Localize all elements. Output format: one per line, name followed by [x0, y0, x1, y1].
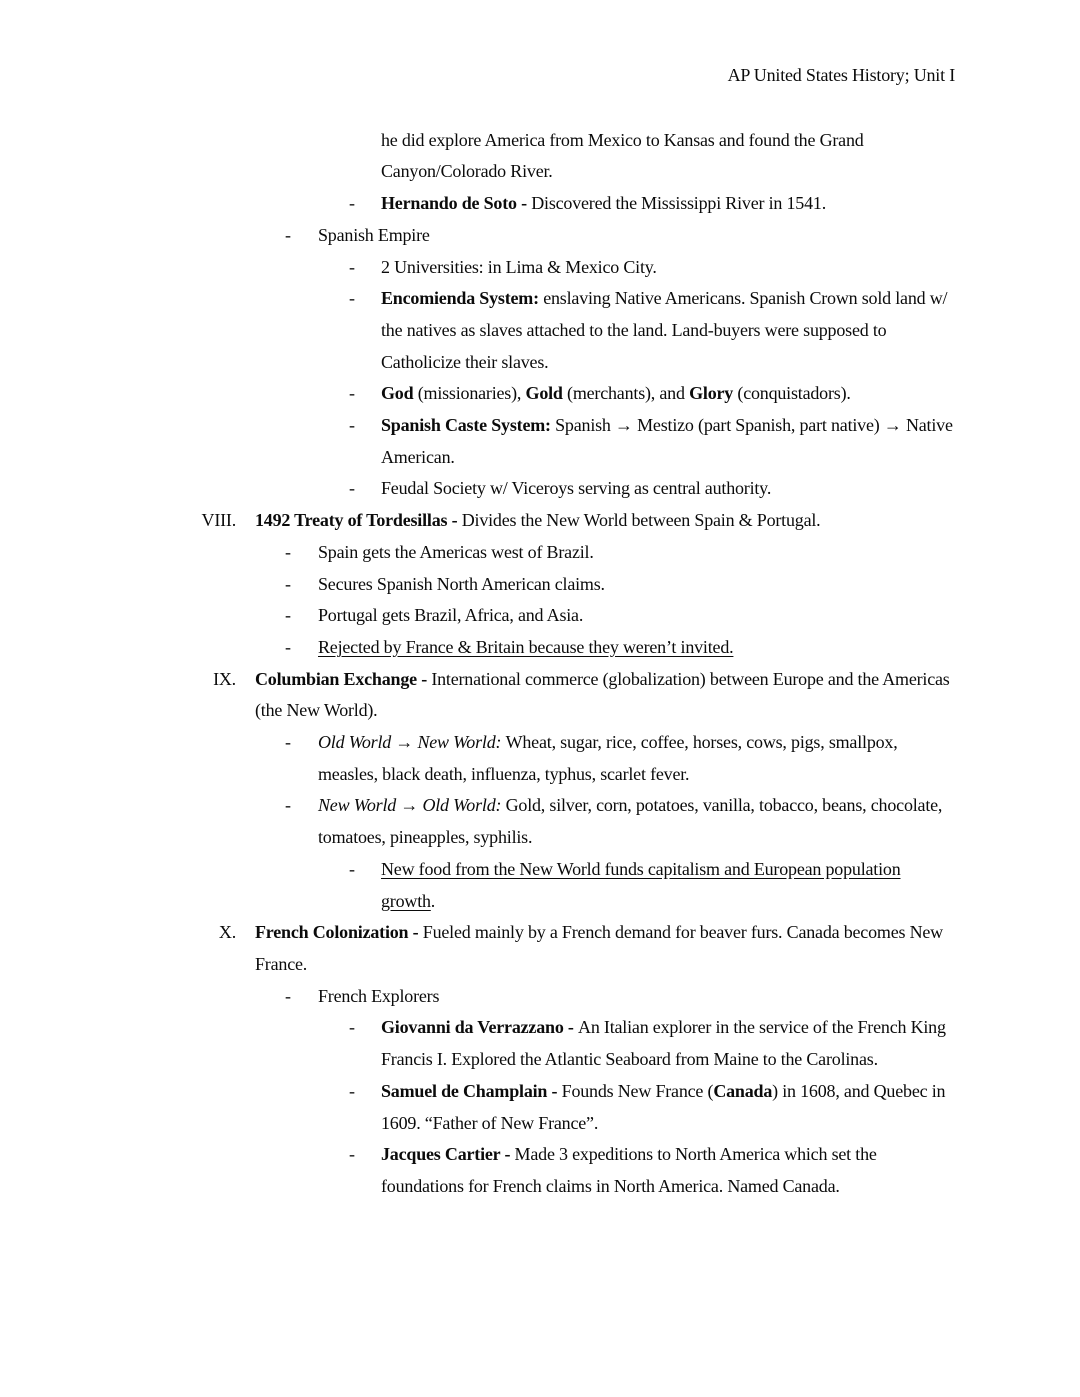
list-item-text	[381, 283, 955, 378]
text-segment: Made 3 expeditions to North America which set the foundations for French claims in North America. Named Canada.	[381, 1144, 877, 1196]
bullet-dash: -	[349, 1017, 355, 1038]
list-item	[0, 125, 1080, 188]
bullet-dash: -	[349, 383, 355, 404]
list-item-text	[381, 252, 955, 284]
text-segment: Divides the New World between Spain & Portugal.	[461, 510, 821, 531]
text-segment: Spanish Caste System:	[381, 415, 556, 436]
document-body	[0, 125, 1080, 1203]
list-item-text	[381, 1012, 955, 1075]
text-segment: God	[381, 383, 414, 404]
list-item-text	[318, 569, 955, 601]
text-segment: Spanish → Mestizo (part Spanish, part native) → Native American.	[381, 415, 953, 467]
bullet-dash: -	[285, 605, 291, 626]
list-item	[0, 727, 1080, 790]
text-segment: ) in 1608, and Quebec in 1609. “Father of New France”.	[381, 1080, 946, 1133]
text-segment: New food from the New World funds capitalism and European population growth	[381, 858, 901, 911]
list-item-text	[255, 505, 955, 537]
header-title: AP United States History; Unit I	[727, 65, 955, 85]
list-item	[0, 188, 1080, 220]
text-segment: An Italian explorer in the service of the French King Francis I. Explored the Atlantic Seaboard from Maine to the Carolinas.	[381, 1017, 946, 1070]
list-item-text	[381, 1139, 955, 1202]
text-segment: Rejected by France & Britain because they weren’t invited.	[318, 636, 734, 657]
text-segment: Jacques Cartier -	[381, 1144, 515, 1165]
text-segment: Columbian Exchange -	[255, 668, 432, 689]
list-item	[0, 220, 1080, 252]
bullet-dash: -	[349, 415, 355, 436]
list-item-text	[381, 410, 955, 473]
bullet-dash: -	[349, 288, 355, 309]
list-item-text	[318, 220, 955, 252]
text-segment: enslaving Native Americans. Spanish Crown sold land w/ the natives as slaves attached to the land. Land-buyers were supposed to Catholicize their slaves.	[381, 288, 948, 372]
list-item-text	[318, 600, 955, 632]
text-segment: Gold	[525, 383, 563, 404]
list-item-text	[381, 854, 955, 917]
list-item	[0, 378, 1080, 410]
list-item	[0, 283, 1080, 378]
list-item	[0, 410, 1080, 473]
list-item	[0, 981, 1080, 1013]
bullet-dash: -	[285, 573, 291, 594]
list-item-text	[381, 1076, 955, 1139]
text-segment: (missionaries),	[413, 383, 526, 404]
text-segment: Feudal Society w/ Viceroys serving as central authority.	[381, 478, 772, 499]
list-item	[0, 632, 1080, 664]
list-item-text	[381, 473, 955, 505]
bullet-dash: -	[349, 1080, 355, 1101]
list-item-text	[381, 188, 955, 220]
list-item-text	[255, 664, 955, 727]
text-segment: French Explorers	[318, 985, 440, 1006]
list-item	[0, 1012, 1080, 1075]
text-segment: Spain gets the Americas west of Brazil.	[318, 541, 594, 562]
roman-numeral: VIII.	[201, 510, 236, 531]
bullet-dash: -	[285, 541, 291, 562]
text-segment: Canada	[713, 1080, 773, 1101]
text-segment: Portugal gets Brazil, Africa, and Asia.	[318, 605, 584, 626]
text-segment: .	[430, 890, 436, 911]
bullet-dash: -	[349, 1144, 355, 1165]
roman-numeral: X.	[218, 922, 236, 943]
bullet-dash: -	[285, 795, 291, 816]
text-segment: Old World → New World:	[318, 732, 506, 753]
text-segment: 2 Universities: in Lima & Mexico City.	[381, 256, 657, 277]
bullet-dash: -	[285, 732, 291, 753]
text-segment: International commerce (globalization) between Europe and the Americas (the New World).	[255, 668, 950, 721]
list-item-text	[318, 727, 955, 790]
text-segment: Secures Spanish North American claims.	[318, 573, 605, 594]
list-item	[0, 505, 1080, 537]
text-segment: Giovanni da Verrazzano -	[381, 1017, 579, 1038]
list-item	[0, 664, 1080, 727]
list-item-text	[318, 981, 955, 1013]
list-item	[0, 600, 1080, 632]
bullet-dash: -	[285, 985, 291, 1006]
bullet-dash: -	[349, 256, 355, 277]
list-item	[0, 854, 1080, 917]
bullet-dash: -	[349, 858, 355, 879]
list-item	[0, 917, 1080, 980]
text-segment: he did explore America from Mexico to Kansas and found the Grand Canyon/Colorado River.	[381, 129, 864, 182]
text-segment: Fueled mainly by a French demand for beaver furs. Canada becomes New France.	[255, 922, 943, 974]
text-segment: French Colonization -	[255, 922, 423, 943]
list-item	[0, 537, 1080, 569]
list-item-text	[255, 917, 955, 980]
text-segment: (merchants), and	[562, 383, 690, 404]
text-segment: New World → Old World:	[318, 795, 506, 816]
bullet-dash: -	[349, 193, 355, 214]
list-item-text	[318, 632, 955, 664]
text-segment: Gold, silver, corn, potatoes, vanilla, tobacco, beans, chocolate, tomatoes, pineapples, syphilis.	[318, 795, 943, 848]
text-segment: Spanish Empire	[318, 224, 430, 245]
text-segment: Samuel de Champlain -	[381, 1080, 562, 1101]
list-item-text	[318, 790, 955, 853]
list-item	[0, 252, 1080, 284]
text-segment: Hernando de Soto -	[381, 193, 532, 214]
bullet-dash: -	[349, 478, 355, 499]
list-item	[0, 1076, 1080, 1139]
list-item-text	[381, 378, 955, 410]
roman-numeral: IX.	[213, 668, 236, 689]
list-item-text	[381, 125, 955, 188]
text-segment: Glory	[689, 383, 734, 404]
bullet-dash: -	[285, 636, 291, 657]
text-segment: (conquistadors).	[733, 383, 851, 404]
bullet-dash: -	[285, 224, 291, 245]
list-item	[0, 1139, 1080, 1202]
text-segment: Founds New France (	[561, 1080, 714, 1101]
list-item	[0, 473, 1080, 505]
text-segment: Discovered the Mississippi River in 1541.	[531, 193, 826, 214]
text-segment: 1492 Treaty of Tordesillas -	[255, 510, 462, 531]
page-header	[0, 60, 1080, 92]
text-segment: Wheat, sugar, rice, coffee, horses, cows, pigs, smallpox, measles, black death, influenza, typhus, scarlet fever.	[318, 732, 898, 784]
text-segment: Encomienda System:	[381, 288, 544, 309]
list-item	[0, 790, 1080, 853]
list-item-text	[318, 537, 955, 569]
list-item	[0, 569, 1080, 601]
